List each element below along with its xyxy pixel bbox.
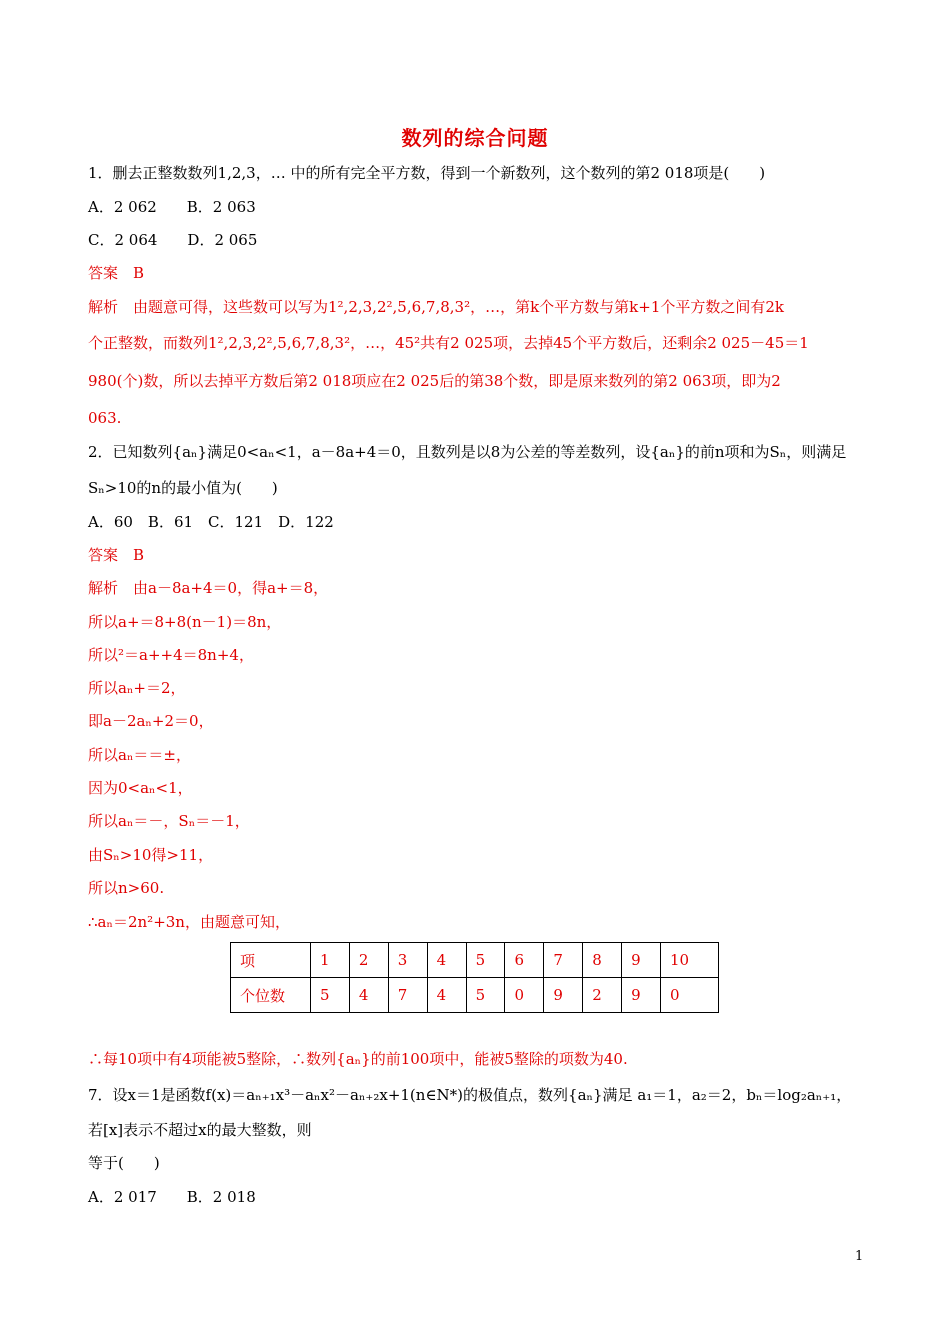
table-cell: 4	[427, 943, 466, 978]
table-cell: 2	[349, 943, 388, 978]
table-cell: 9	[622, 978, 661, 1013]
page-number: 1	[855, 1249, 864, 1264]
q1-analysis-line: 个正整数，而数列1²,2,3,2²,5,6,7,8,3²，…，45²共有2 025项，去掉45个平方数后，还剩余2 025－45＝1	[88, 334, 809, 352]
table-row	[231, 943, 719, 978]
table-cell: 8	[583, 943, 622, 978]
q1-stem: 1．删去正整数数列1,2,3，… 中的所有完全平方数，得到一个新数列，这个数列的第2 018项是( )	[88, 164, 766, 182]
q2-analysis-line: 所以n>60.	[88, 879, 165, 897]
q1-analysis-line: 063.	[88, 409, 122, 427]
q2-analysis-line: 所以aₙ＝＝±，	[88, 746, 192, 764]
q2-analysis-line: 因为0<aₙ<1，	[88, 779, 193, 797]
table-cell: 7	[388, 978, 427, 1013]
q2-analysis-line: 所以²＝a++4＝8n+4，	[88, 646, 254, 664]
q1-options-ab: A．2 062 B．2 063	[88, 198, 256, 216]
q2-analysis-line: 所以a+＝8+8(n－1)＝8n，	[88, 613, 282, 631]
table-cell: 9	[622, 943, 661, 978]
q1-analysis-line: 解析 由题意可得，这些数可以写为1²,2,3,2²,5,6,7,8,3²，…，第k个平方数与第k+1个平方数之间有2k	[88, 298, 785, 316]
q2-analysis-line: 解析 由a－8a+4＝0，得a+＝8，	[88, 579, 329, 597]
q2-analysis-line: 由Sₙ>10得>11，	[88, 846, 214, 864]
q7-options: A．2 017 B．2 018	[88, 1188, 256, 1206]
q2-stem-cont: Sₙ>10的n的最小值为( )	[88, 479, 278, 497]
q2-analysis-line: 所以aₙ+＝2，	[88, 679, 186, 697]
q7-stem: 7．设x＝1是函数f(x)＝aₙ₊₁x³－aₙx²－aₙ₊₂x+1(n∈N*)的极值点，数列{aₙ}满足 a₁＝1，a₂＝2，bₙ＝log₂aₙ₊₁，	[88, 1086, 852, 1104]
table-cell: 5	[466, 978, 505, 1013]
table-cell: 9	[544, 978, 583, 1013]
table-cell: 4	[349, 978, 388, 1013]
table-cell: 2	[583, 978, 622, 1013]
q1-options-cd: C．2 064 D．2 065	[88, 231, 258, 249]
q2-stem: 2．已知数列{aₙ}满足0<aₙ<1，a－8a+4＝0，且数列是以8为公差的等差数列，设{aₙ}的前n项和为Sₙ，则满足	[88, 443, 847, 461]
q2-answer: 答案 B	[88, 546, 145, 564]
table-cell: 1	[311, 943, 350, 978]
table-cell: 7	[544, 943, 583, 978]
table-cell: 0	[661, 978, 719, 1013]
q1-answer: 答案 B	[88, 264, 145, 282]
formula-line: ∴aₙ＝2n²+3n，由题意可知，	[88, 913, 290, 931]
q2-analysis-line: 即a－2aₙ+2＝0，	[88, 712, 214, 730]
q2-options: A．60 B．61 C．121 D．122	[88, 513, 334, 531]
table-cell: 个位数	[231, 978, 311, 1013]
table-cell: 3	[388, 943, 427, 978]
conclusion-line: ∴每10项中有4项能被5整除，∴数列{aₙ}的前100项中，能被5整除的项数为40.	[88, 1050, 628, 1068]
table-cell: 6	[505, 943, 544, 978]
q1-analysis-line: 980(个)数，所以去掉平方数后第2 018项应在2 025后的第38个数，即是原来数列的第2 063项，即为2	[88, 372, 781, 390]
table-cell: 4	[427, 978, 466, 1013]
table-cell: 5	[311, 978, 350, 1013]
table-cell: 0	[505, 978, 544, 1013]
q7-stem-cont: 等于( )	[88, 1154, 160, 1172]
table-cell: 项	[231, 943, 311, 978]
q7-stem-cont: 若[x]表示不超过x的最大整数，则	[88, 1121, 312, 1139]
q2-analysis-line: 所以aₙ＝－，Sₙ＝－1，	[88, 812, 250, 830]
page-title: 数列的综合问题	[401, 126, 549, 150]
units-digit-table	[230, 942, 719, 1013]
table-cell: 5	[466, 943, 505, 978]
table-cell: 10	[661, 943, 719, 978]
table-row	[231, 978, 719, 1013]
